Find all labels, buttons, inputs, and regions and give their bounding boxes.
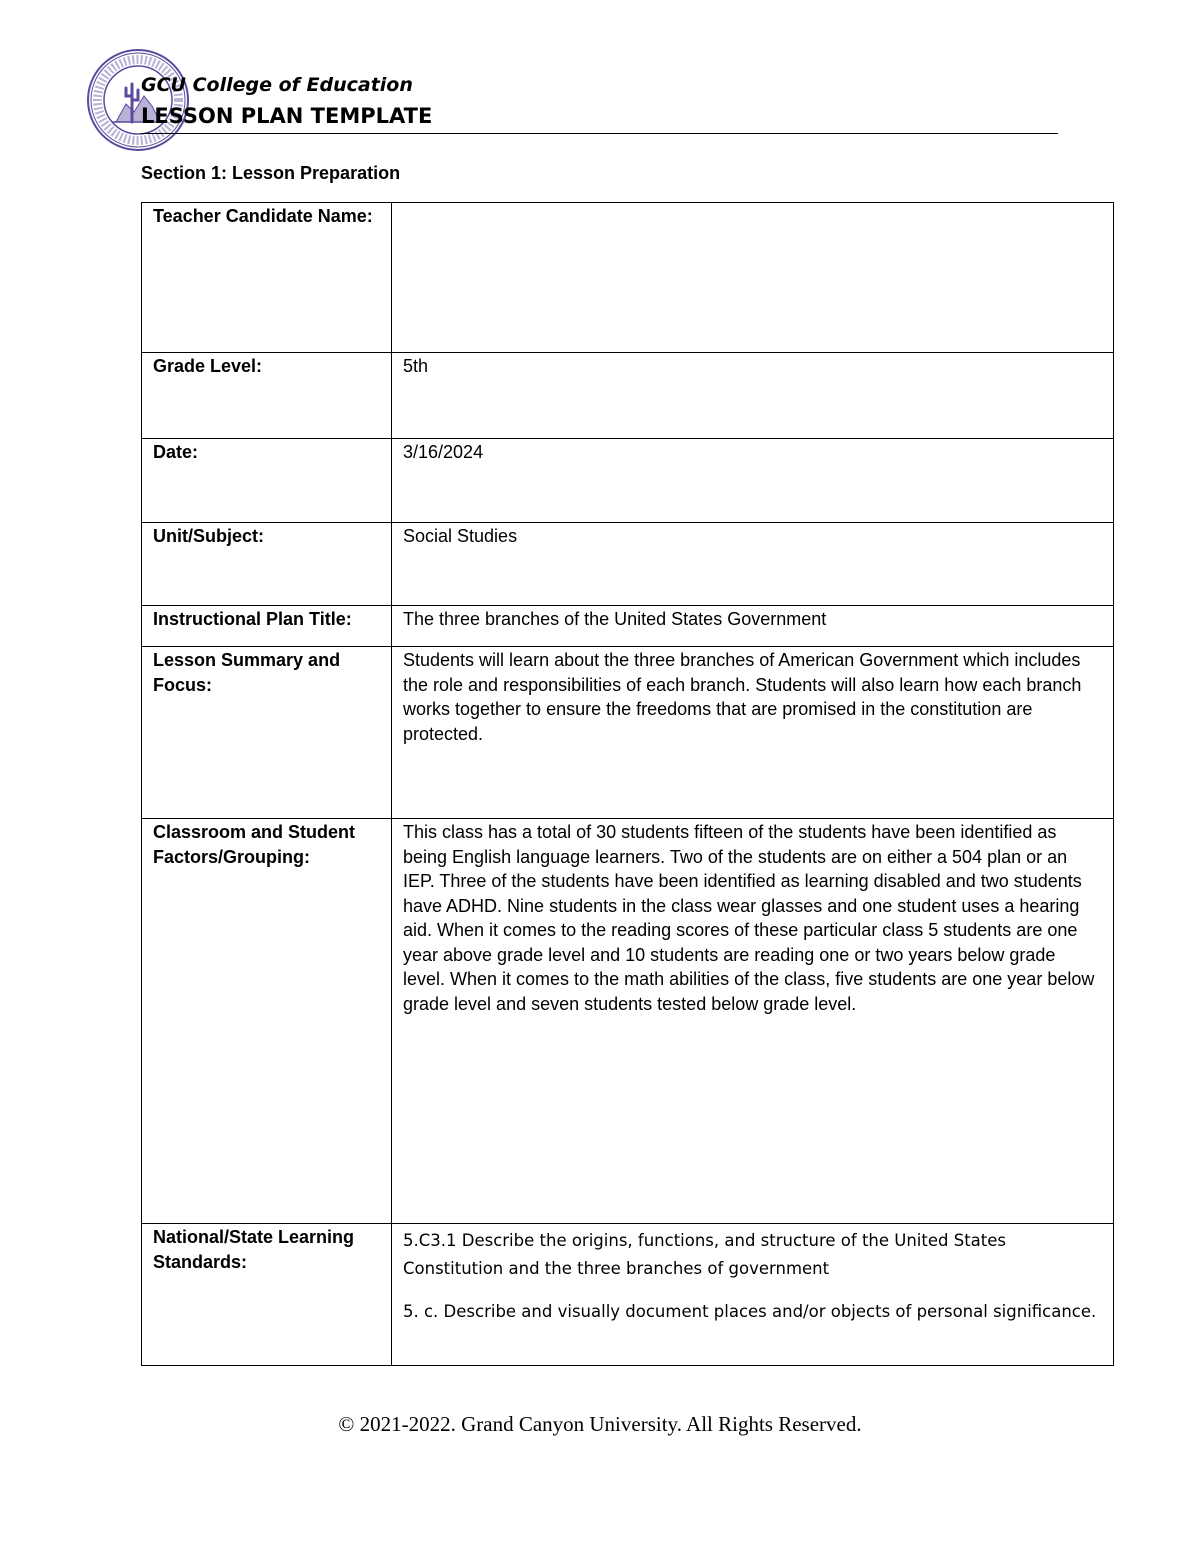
university-seal-logo xyxy=(86,48,190,152)
college-name: GCU College of Education xyxy=(141,74,413,96)
row-label: Instructional Plan Title: xyxy=(142,606,392,647)
row-label: Teacher Candidate Name: xyxy=(142,203,392,353)
row-value: 5th xyxy=(392,353,1114,439)
standard-item: 5.C3.1 Describe the origins, functions, and structure of the United States Constitution and the three branches of government xyxy=(403,1231,1006,1278)
table-row xyxy=(142,353,1114,439)
lesson-plan-table xyxy=(141,202,1114,1366)
row-value: Students will learn about the three branches of American Government which includes the role and responsibilities of each branch. Students will also learn how each branch works together to ensure the freedoms that are promised in the constitution are protected. xyxy=(392,647,1114,819)
table-row xyxy=(142,203,1114,353)
row-value: The three branches of the United States Government xyxy=(392,606,1114,647)
row-label: Date: xyxy=(142,439,392,523)
row-value xyxy=(392,203,1114,353)
standard-item: 5. c. Describe and visually document places and/or objects of personal significance. xyxy=(403,1302,1097,1321)
table-row xyxy=(142,647,1114,819)
row-value: Social Studies xyxy=(392,523,1114,606)
row-value: 3/16/2024 xyxy=(392,439,1114,523)
table-row xyxy=(142,523,1114,606)
row-label: National/State Learning Standards: xyxy=(142,1224,392,1366)
table-row xyxy=(142,606,1114,647)
table-row xyxy=(142,1224,1114,1366)
template-title: LESSON PLAN TEMPLATE xyxy=(141,104,433,128)
table-row xyxy=(142,439,1114,523)
row-label: Classroom and Student Factors/Grouping: xyxy=(142,819,392,1224)
row-value xyxy=(392,1224,1114,1366)
table-row xyxy=(142,819,1114,1224)
row-label: Lesson Summary and Focus: xyxy=(142,647,392,819)
row-label: Unit/Subject: xyxy=(142,523,392,606)
row-label: Grade Level: xyxy=(142,353,392,439)
header-divider xyxy=(141,133,1058,134)
row-value: This class has a total of 30 students fifteen of the students have been identified as being English language learners. Two of the students are on either a 504 plan or an IEP. Three of the students have been identified as learning disabled and two students have ADHD. Nine students in the class wear glasses and one student uses a hearing aid. When it comes to the reading scores of these particular class 5 students are one year above grade level and 10 students are reading one or two years below grade level. When it comes to the math abilities of the class, five students are one year below grade level and seven students tested below grade level. xyxy=(392,819,1114,1224)
section-heading: Section 1: Lesson Preparation xyxy=(141,163,401,183)
copyright-footer: © 2021-2022. Grand Canyon University. All Rights Reserved. xyxy=(338,1412,862,1436)
